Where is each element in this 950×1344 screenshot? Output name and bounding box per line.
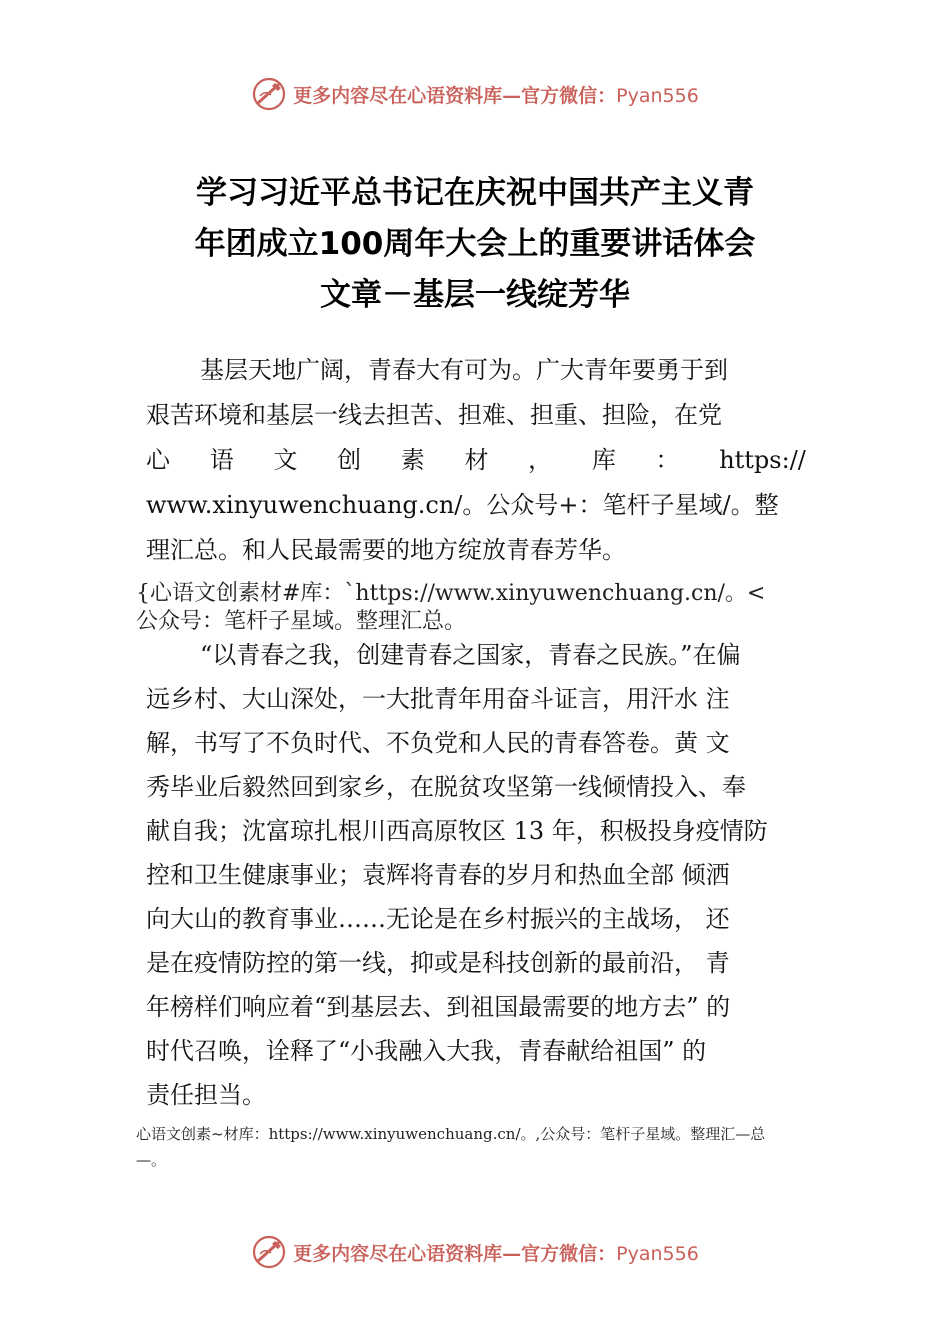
paragraph2-line-9: 年榜样们响应着“到基层去、到祖国最需要的地方去” 的 bbox=[146, 993, 731, 1021]
paragraph1-line-1: 基层天地广阔，青春大有可为。广大青年要勇于到 bbox=[200, 356, 728, 384]
paragraph1-line-4: www.xinyuwenchuang.cn/。公众号+：笔杆子星域/。整 bbox=[146, 491, 779, 519]
paragraph2-line-1: “以青春之我，创建青春之国家，青春之民族。”在偏 bbox=[200, 641, 741, 669]
paragraph2-line-2: 远乡村、大山深处，一大批青年用奋斗证言，用汗水 注 bbox=[146, 685, 730, 713]
paragraph1-line-2: 艰苦环境和基层一线去担苦、担难、担重、担险，在党 bbox=[146, 401, 722, 429]
header-watermark-banner bbox=[0, 72, 950, 116]
title-line-1: 学习习近平总书记在庆祝中国共产主义青 bbox=[196, 175, 754, 211]
watermark-insert-2-line-2: —。 bbox=[136, 1151, 167, 1169]
footer-watermark-banner bbox=[0, 1230, 950, 1274]
pen-logo-icon bbox=[251, 1234, 287, 1270]
paragraph2-line-11: 责任担当。 bbox=[146, 1081, 266, 1109]
paragraph2-line-3: 解，书写了不负时代、不负党和人民的青春答卷。黄 文 bbox=[146, 729, 730, 757]
pen-logo-icon bbox=[251, 76, 287, 112]
paragraph2-line-6: 控和卫生健康事业；袁辉将青春的岁月和热血全部 倾洒 bbox=[146, 861, 730, 889]
paragraph2-line-10: 时代召唤，诠释了“小我融入大我，青春献给祖国” 的 bbox=[146, 1037, 707, 1065]
paragraph2-line-8: 是在疫情防控的第一线，抑或是科技创新的最前沿， 青 bbox=[146, 949, 730, 977]
paragraph2-line-4: 秀毕业后毅然回到家乡，在脱贫攻坚第一线倾情投入、奉 bbox=[146, 773, 746, 801]
paragraph1-line-5: 理汇总。和人民最需要的地方绽放青春芳华。 bbox=[146, 536, 626, 564]
watermark-insert-1-line-1: {心语文创素材#库：`https://www.xinyuwenchuang.cn/。< bbox=[136, 581, 766, 606]
document-title bbox=[110, 168, 840, 321]
banner-text: 更多内容尽在心语资料库—官方微信：Pyan556 bbox=[293, 84, 699, 107]
watermark-insert-2-line-1: 心语文创素~材库：https://www.xinyuwenchuang.cn/。,公众号：笔杆子星域。整理汇—总 bbox=[136, 1125, 766, 1143]
paragraph2-line-7: 向大山的教育事业……无论是在乡村振兴的主战场， 还 bbox=[146, 905, 730, 933]
title-line-3: 文章－基层一线绽芳华 bbox=[320, 277, 630, 313]
paragraph2-line-5: 献自我；沈富琼扎根川西高原牧区 13 年，积极投身疫情防 bbox=[146, 817, 768, 845]
banner-text: 更多内容尽在心语资料库—官方微信：Pyan556 bbox=[293, 1242, 699, 1265]
wechat-id: Pyan556 bbox=[616, 1242, 699, 1265]
title-line-2: 年团成立100周年大会上的重要讲话体会 bbox=[194, 226, 756, 262]
wechat-id: Pyan556 bbox=[616, 84, 699, 107]
watermark-insert-1-line-2: 公众号：笔杆子星域。整理汇总。 bbox=[136, 609, 467, 634]
paragraph1-line-3: 心 语 文 创 素 材 ， 库 ： https:// bbox=[146, 446, 806, 474]
